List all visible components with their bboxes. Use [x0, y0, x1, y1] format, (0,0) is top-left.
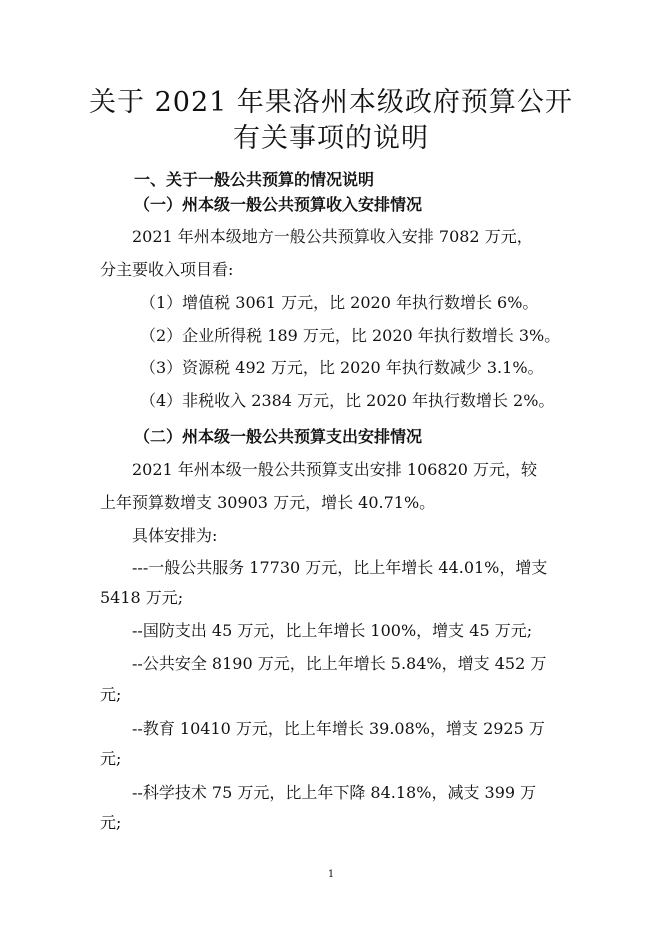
expense-item-3-line-2: 元;	[100, 685, 122, 704]
title-line-1: 关于 2021 年果洛州本级政府预算公开	[89, 87, 573, 118]
subsection-heading-2: （二）州本级一般公共预算支出安排情况	[134, 427, 423, 446]
income-item-4: （4）非税收入 2384 万元，比 2020 年执行数增长 2%。	[140, 391, 555, 410]
paragraph-income-line-2: 分主要收入项目看:	[100, 260, 234, 279]
expense-item-1-line-2: 5418 万元;	[100, 588, 184, 607]
subsection-heading-1: （一）州本级一般公共预算收入安排情况	[134, 195, 423, 214]
income-item-2: （2）企业所得税 189 万元，比 2020 年执行数增长 3%。	[140, 326, 561, 345]
page-number: 1	[327, 869, 335, 880]
income-item-3: （3）资源税 492 万元，比 2020 年执行数减少 3.1%。	[140, 358, 544, 377]
title-line-2: 有关事项的说明	[233, 123, 429, 154]
expense-item-1-line-1: ---一般公共服务 17730 万元，比上年增长 44.01%，增支	[132, 558, 548, 577]
paragraph-income-line-1: 2021 年州本级地方一般公共预算收入安排 7082 万元，	[132, 227, 533, 246]
paragraph-expense-line-1: 2021 年州本级一般公共预算支出安排 106820 万元，较	[132, 460, 538, 479]
paragraph-detail-intro: 具体安排为:	[132, 526, 218, 545]
paragraph-expense-line-2: 上年预算数增支 30903 万元，增长 40.71%。	[100, 493, 436, 512]
expense-item-5-line-2: 元;	[100, 813, 122, 832]
section-heading-1: 一、关于一般公共预算的情况说明	[134, 170, 375, 189]
expense-item-5-line-1: --科学技术 75 万元，比上年下降 84.18%，减支 399 万	[132, 783, 537, 802]
income-item-1: （1）增值税 3061 万元，比 2020 年执行数增长 6%。	[140, 293, 539, 312]
expense-item-3-line-1: --公共安全 8190 万元，比上年增长 5.84%，增支 452 万	[132, 654, 547, 673]
expense-item-2: --国防支出 45 万元，比上年增长 100%，增支 45 万元;	[132, 621, 533, 640]
expense-item-4-line-1: --教育 10410 万元，比上年增长 39.08%，增支 2925 万	[132, 719, 545, 738]
expense-item-4-line-2: 元;	[100, 749, 122, 768]
